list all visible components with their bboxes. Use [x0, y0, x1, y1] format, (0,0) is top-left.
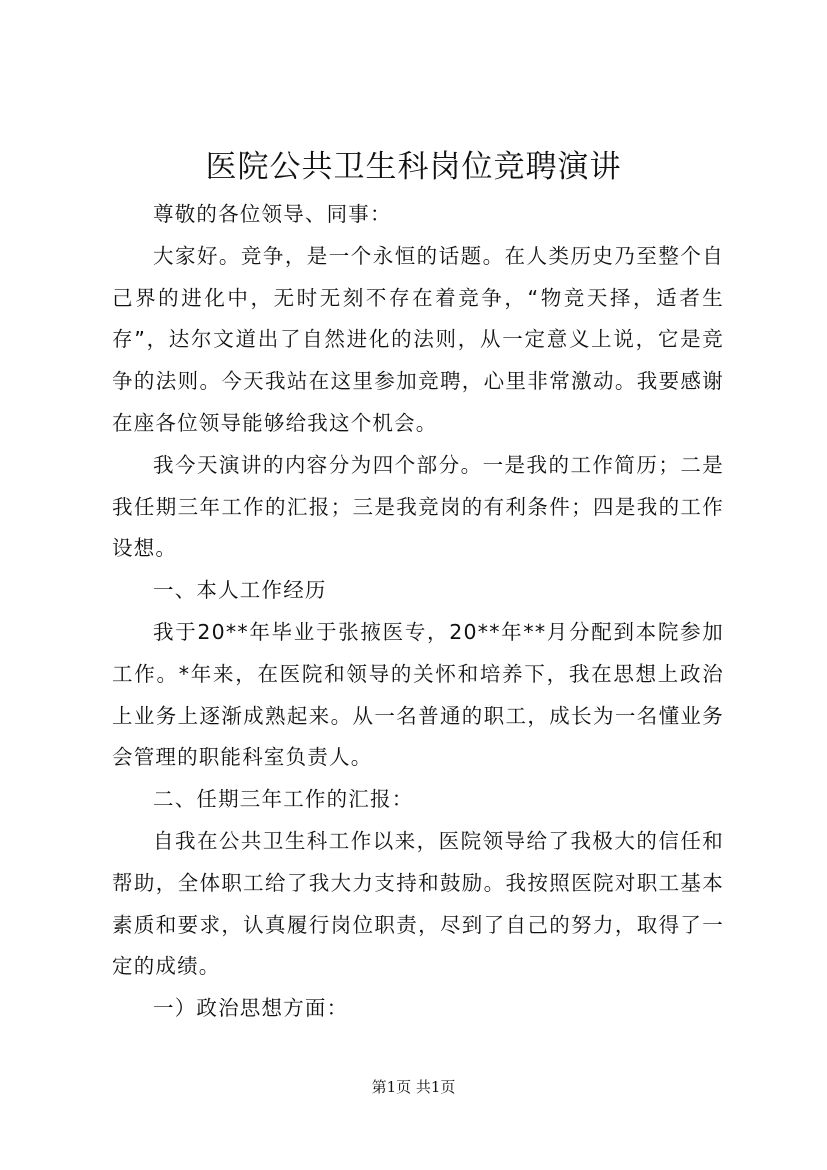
page-footer: 第1页 共1页: [371, 1078, 456, 1096]
document-body: [112, 194, 724, 1030]
section-heading-work-experience: 一、本人工作经历: [153, 578, 327, 603]
document-title: 医院公共卫生科岗位竞聘演讲: [205, 149, 622, 185]
outline-paragraph: 我今天演讲的内容分为四个部分。一是我的工作简历；二是我任期三年工作的汇报；三是我竞岗的有利条件；四是我的工作设想。: [112, 452, 724, 561]
opening-paragraph: 大家好。竞争，是一个永恒的话题。在人类历史乃至整个自己界的进化中，无时无刻不存在着竞争，“物竞天择，适者生存”，达尔文道出了自然进化的法则，从一定意义上说，它是竞争的法则。今天我站在这里参加竞聘，心里非常激动。我要感谢在座各位领导能够给我这个机会。: [112, 243, 724, 435]
section-heading-work-report: 二、任期三年工作的汇报：: [153, 787, 414, 812]
salutation-paragraph: 尊敬的各位领导、同事：: [153, 202, 392, 226]
work-report-paragraph: 自我在公共卫生科工作以来，医院领导给了我极大的信任和帮助，全体职工给了我大力支持和鼓励。我按照医院对职工基本素质和要求，认真履行岗位职责，尽到了自己的努力，取得了一定的成绩。: [112, 828, 724, 979]
work-experience-paragraph: 我于20**年毕业于张掖医专，20**年**月分配到本院参加工作。*年来，在医院和领导的关怀和培养下，我在思想上政治上业务上逐渐成熟起来。从一名普通的职工，成长为一名懂业务会管理的职能科室负责人。: [112, 619, 724, 770]
subsection-heading-political: 一）政治思想方面：: [153, 996, 349, 1021]
